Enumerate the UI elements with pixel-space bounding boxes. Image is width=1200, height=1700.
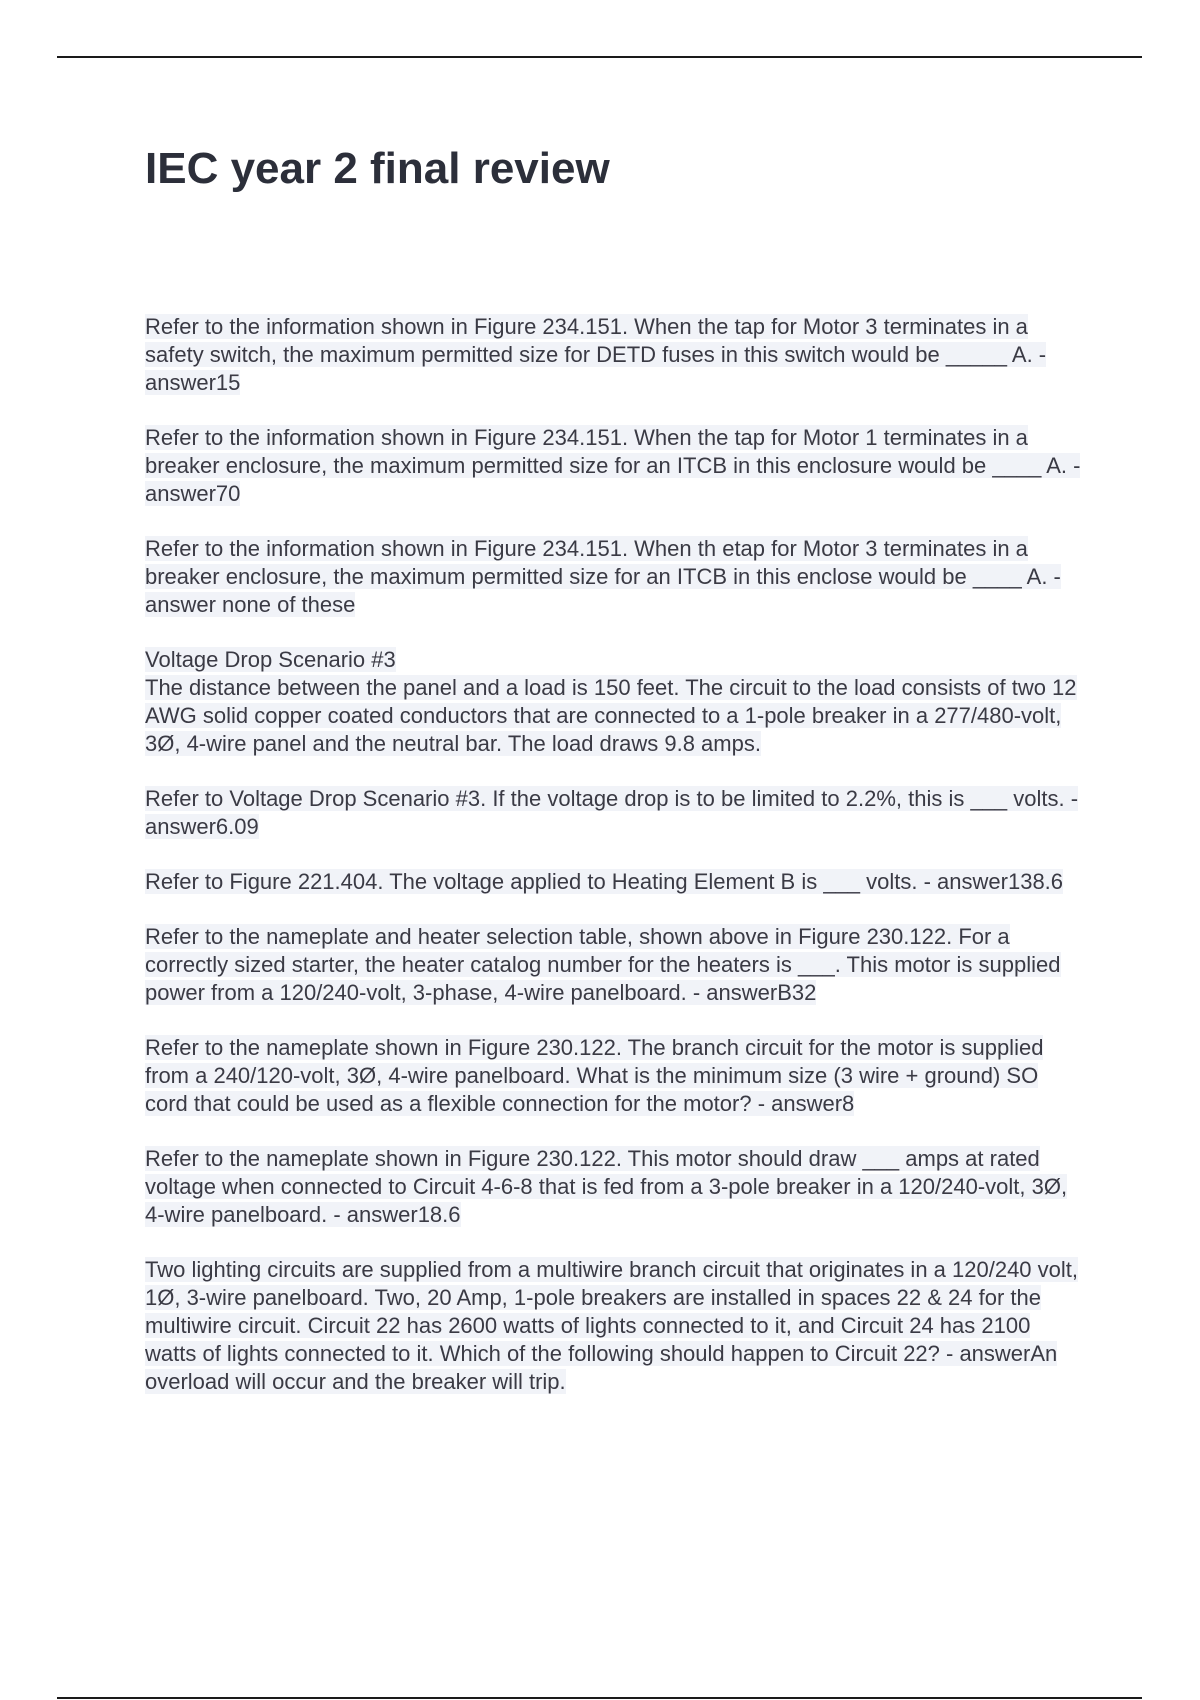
- bottom-rule: [57, 1697, 1142, 1699]
- qa-item: [145, 1256, 1085, 1396]
- qa-item-text: Refer to the information shown in Figure 234.151. When the tap for Motor 3 terminates in a safety switch, the maximum permitted size for DETD fuses in this switch would be _____ A. - answer15: [145, 314, 1047, 395]
- qa-item: [145, 424, 1085, 508]
- qa-item-text: Refer to Voltage Drop Scenario #3. If the voltage drop is to be limited to 2.2%, this is ___ volts. - answer6.09: [145, 786, 1079, 839]
- qa-item: [145, 646, 1085, 758]
- qa-item: [145, 785, 1085, 841]
- scenario-heading: Voltage Drop Scenario #3: [145, 647, 396, 672]
- qa-item-text: Refer to the nameplate shown in Figure 230.122. The branch circuit for the motor is supplied from a 240/120-volt, 3Ø, 4-wire panelboard. What is the minimum size (3 wire + ground) SO cord that could be used as a flexible connection for the motor? - answer8: [145, 1035, 1044, 1116]
- page-title: IEC year 2 final review: [145, 144, 610, 193]
- qa-item: [145, 1034, 1085, 1118]
- qa-item: [145, 535, 1085, 619]
- qa-item-text: Refer to the nameplate shown in Figure 230.122. This motor should draw ___ amps at rated voltage when connected to Circuit 4-6-8 that is fed from a 3-pole breaker in a 120/240-volt, 3Ø, 4-wire panelboard. - answer18.6: [145, 1146, 1068, 1227]
- qa-item-text: Refer to the information shown in Figure 234.151. When the tap for Motor 1 terminates in a breaker enclosure, the maximum permitted size for an ITCB in this enclosure would be ____ A. - answer70: [145, 425, 1081, 506]
- qa-item-text: Refer to Figure 221.404. The voltage applied to Heating Element B is ___ volts. - answer138.6: [145, 869, 1064, 894]
- qa-item: [145, 868, 1085, 896]
- qa-item: [145, 313, 1085, 397]
- qa-item-text: Refer to the information shown in Figure 234.151. When th etap for Motor 3 terminates in a breaker enclosure, the maximum permitted size for an ITCB in this enclose would be ____ A. - answer none of these: [145, 536, 1061, 617]
- top-rule: [57, 56, 1142, 58]
- qa-item: [145, 923, 1085, 1007]
- qa-list: [145, 313, 1085, 1423]
- qa-item-text: Refer to the nameplate and heater selection table, shown above in Figure 230.122. For a correctly sized starter, the heater catalog number for the heaters is ___. This motor is supplied power from a 120/240-volt, 3-phase, 4-wire panelboard. - answerB32: [145, 924, 1061, 1005]
- qa-item: [145, 1145, 1085, 1229]
- qa-item-text: The distance between the panel and a load is 150 feet. The circuit to the load consists of two 12 AWG solid copper coated conductors that are connected to a 1-pole breaker in a 277/480-volt, 3Ø, 4-wire panel and the neutral bar. The load draws 9.8 amps.: [145, 675, 1077, 756]
- qa-item-text: Two lighting circuits are supplied from a multiwire branch circuit that originates in a 120/240 volt, 1Ø, 3-wire panelboard. Two, 20 Amp, 1-pole breakers are installed in spaces 22 & 24 for the multiwire circuit. Circuit 22 has 2600 watts of lights connected to it, and Circuit 24 has 2100 watts of lights connected to it. Which of the following should happen to Circuit 22? - answerAn overload will occur and the breaker will trip.: [145, 1257, 1079, 1394]
